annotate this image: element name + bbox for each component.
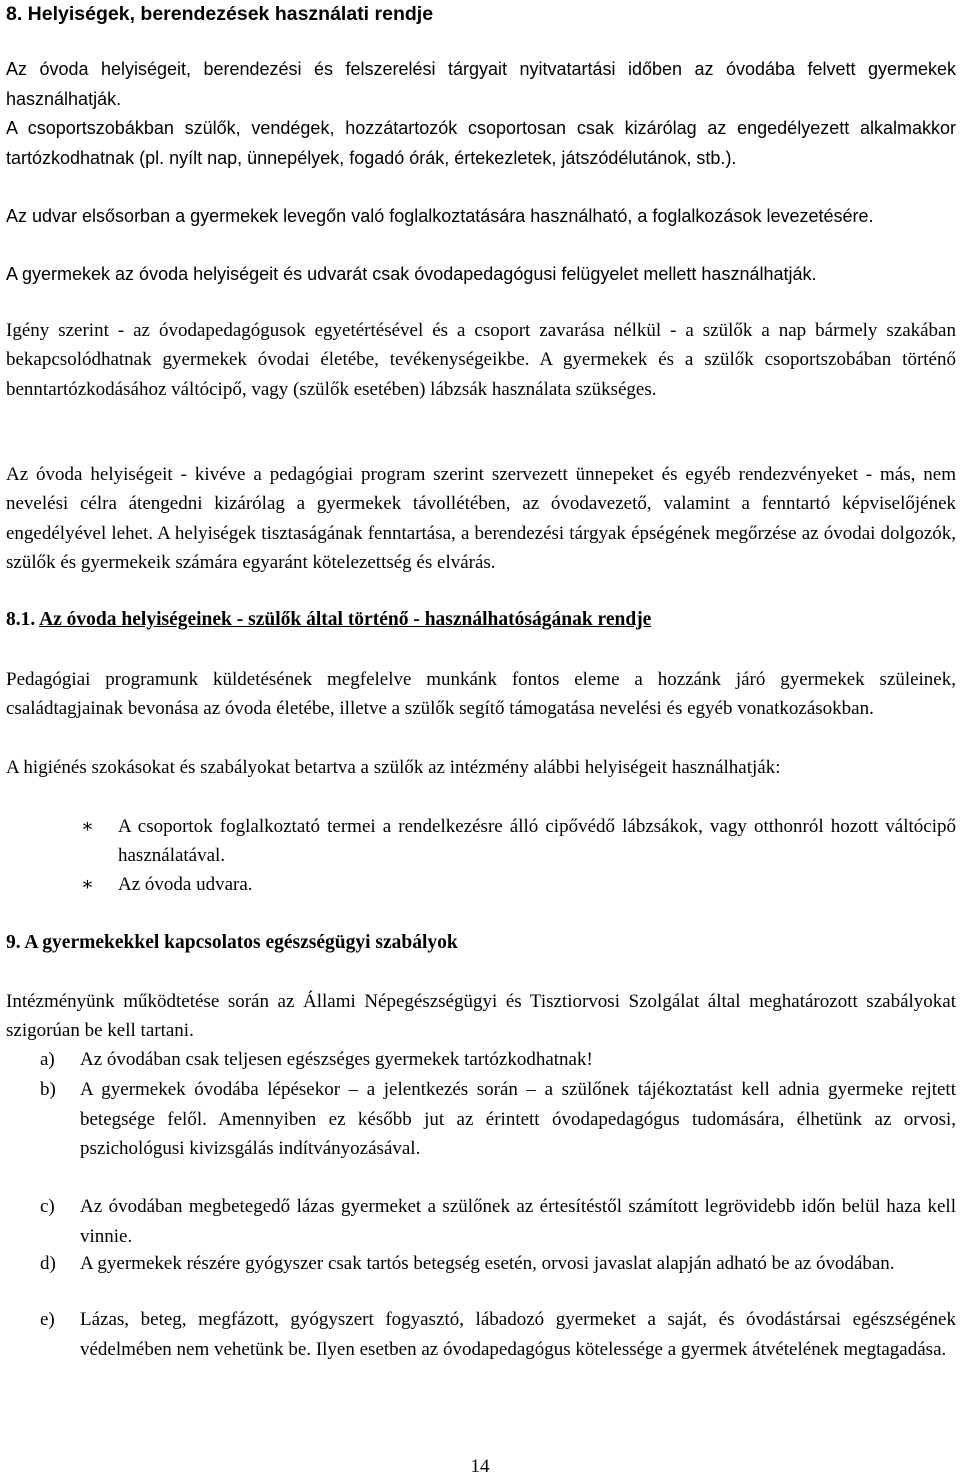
list-marker: e): [40, 1309, 55, 1330]
paragraph: Pedagógiai programunk küldetésének megfelelve munkánk fontos eleme a hozzánk járó gyermekek szüleinek, családtagjainak bevonása az óvoda életébe, illetve a szülők segítő támogatása nevelési és egyéb vonatkozásokban.: [6, 669, 956, 720]
list-marker: a): [40, 1049, 55, 1070]
paragraph: A higiénés szokásokat és szabályokat betartva a szülők az intézmény alábbi helyiségeit használhatják:: [6, 757, 781, 778]
list-item-text: Az óvoda udvara.: [118, 874, 253, 895]
paragraph: Intézményünk működtetése során az Állami Népegészségügyi és Tisztiorvosi Szolgálat által meghatározott szabályokat szigorúan be kell tartani.: [6, 991, 956, 1042]
list-item-text: A gyermekek óvodába lépésekor – a jelentkezés során – a szülőnek tájékoztatást kell adnia gyermeke rejtett betegsége felől. Amennyiben ez később jut az érintett óvodapedagógus tudomására, élhetünk az orvosi, pszichológusi kivizsgálás indítványozásával.: [80, 1079, 956, 1159]
paragraph: A gyermekek az óvoda helyiségeit és udvarát csak óvodapedagógusi felügyelet mellett használhatják.: [6, 264, 817, 284]
list-item-text: A csoportok foglalkoztató termei a rendelkezésre álló cipővédő lábzsákok, vagy otthonról hozott váltócipő használatával.: [118, 816, 956, 867]
paragraph: Az udvar elsősorban a gyermekek levegőn való foglalkoztatására használható, a foglalkozások levezetésére.: [6, 206, 874, 226]
list-item-text: Lázas, beteg, megfázott, gyógyszert fogyasztó, lábadozó gyermeket a saját, és óvodástársai egészségének védelmében nem vehetünk be. Ilyen esetben az óvodapedagógus kötelessége a gyermek átvételének megtagadása.: [80, 1309, 956, 1360]
section-9-heading: 9. A gyermekekkel kapcsolatos egészségügyi szabályok: [6, 932, 458, 953]
paragraph: Igény szerint - az óvodapedagógusok egyetértésével és a csoport zavarása nélkül - a szülők a nap bármely szakában bekapcsolódhatnak gyermekek óvodai életébe, tevékenységeikbe. A gyermekek és a szülők csoportszobában történő benntartózkodásához váltócipő, vagy (szülők esetében) lábzsák használata szükséges.: [6, 320, 956, 400]
page-number: 14: [470, 1456, 490, 1477]
list-item-text: Az óvodában csak teljesen egészséges gyermekek tartózkodhatnak!: [80, 1049, 593, 1070]
section-8-heading: 8. Helyiségek, berendezések használati rendje: [6, 3, 434, 25]
bullet-marker: ∗: [81, 874, 94, 895]
list-marker: c): [40, 1196, 55, 1217]
list-item-text: Az óvodában megbetegedő lázas gyermeket a szülőnek az értesítéstől számított legrövidebb időn belül haza kell vinnie.: [80, 1196, 956, 1247]
section-8-1-heading: [6, 607, 651, 633]
list-marker: b): [40, 1079, 56, 1100]
paragraph: A csoportszobákban szülők, vendégek, hozzátartozók csoportosan csak kizárólag az engedélyezett alkalmakkor tartózkodhatnak (pl. nyílt nap, ünnepélyek, fogadó órák, értekezletek, játszódélutánok, stb.).: [6, 118, 956, 168]
section-number: 8.1.: [6, 609, 36, 630]
paragraph: Az óvoda helyiségeit - kivéve a pedagógiai program szerint szervezett ünnepeket és egyéb rendezvényeket - más, nem nevelési célra átengedni kizárólag a gyermekek távollétében, az óvodavezető, valamint a fenntartó képviselőjének engedélyével lehet. A helyiségek tisztaságának fenntartása, a berendezési tárgyak épségének megőrzése az óvodai dolgozók, szülők és gyermekeik számára egyaránt kötelezettség és elvárás.: [6, 464, 956, 573]
list-item-text: A gyermekek részére gyógyszer csak tartós betegség esetén, orvosi javaslat alapján adható be az óvodában.: [80, 1253, 895, 1274]
paragraph: Az óvoda helyiségeit, berendezési és felszerelési tárgyait nyitvatartási időben az óvodába felvett gyermekek használhatják.: [6, 59, 956, 109]
bullet-marker: ∗: [81, 816, 94, 837]
list-marker: d): [40, 1253, 56, 1274]
section-title: Az óvoda helyiségeinek - szülők által történő - használhatóságának rendje: [39, 609, 652, 630]
